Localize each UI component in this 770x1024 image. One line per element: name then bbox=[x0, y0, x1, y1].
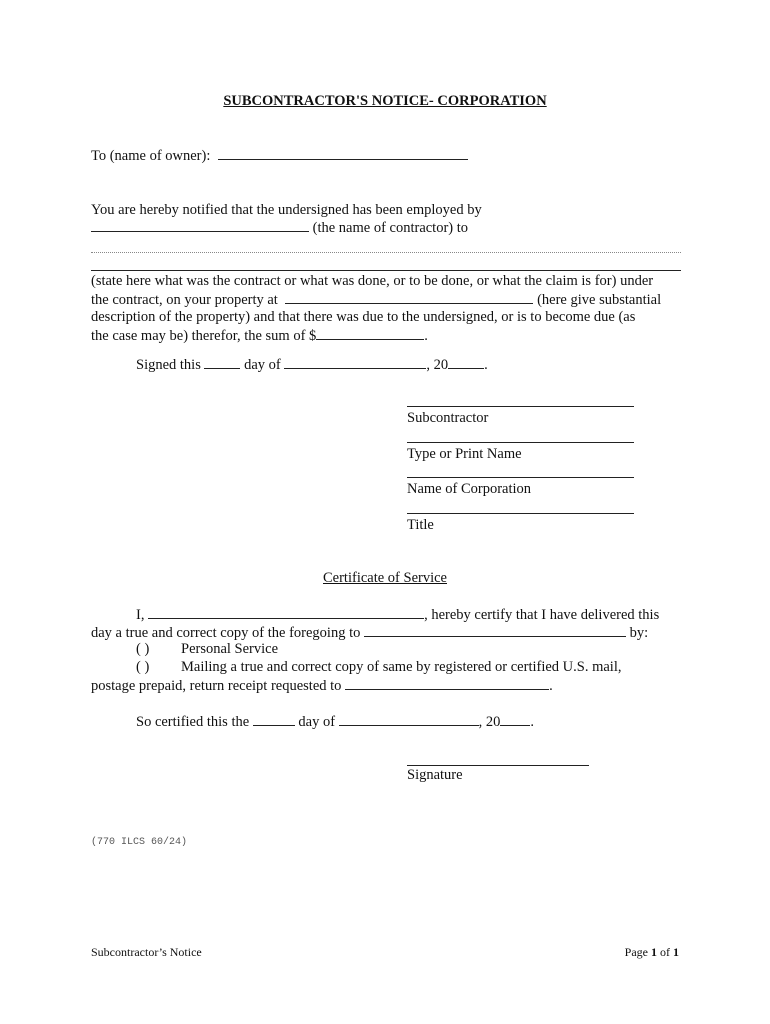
corporation-field[interactable] bbox=[407, 477, 634, 478]
sum-line bbox=[91, 327, 428, 345]
postage-recipient-field[interactable] bbox=[345, 677, 549, 690]
sum-suffix: . bbox=[424, 328, 428, 344]
page-number bbox=[625, 945, 679, 960]
option-personal-label: Personal Service bbox=[181, 641, 279, 657]
certified-prefix: So certified this the bbox=[136, 714, 250, 730]
page-of: of bbox=[660, 945, 670, 959]
signed-year-prefix: , 20 bbox=[426, 357, 449, 373]
postage-line bbox=[91, 677, 553, 695]
certificate-heading: Certificate of Service bbox=[323, 570, 447, 586]
title-field[interactable] bbox=[407, 513, 634, 514]
owner-line bbox=[91, 147, 468, 165]
signed-line bbox=[136, 356, 488, 374]
title-label: Title bbox=[407, 517, 434, 533]
contractor-suffix: (the name of contractor) to bbox=[312, 220, 469, 236]
certified-month-field[interactable] bbox=[339, 713, 479, 726]
sum-prefix: the case may be) therefor, the sum of $ bbox=[91, 328, 317, 344]
notice-state-line: (state here what was the contract or what was done, or to be done, or what the claim is for) under bbox=[91, 273, 654, 289]
contractor-line bbox=[91, 219, 468, 237]
page-prefix: Page bbox=[624, 945, 648, 959]
copy-prefix: day a true and correct copy of the foregoing to bbox=[91, 625, 361, 641]
certified-line bbox=[136, 713, 534, 731]
subcontractor-signature-field[interactable] bbox=[407, 406, 634, 407]
property-line bbox=[91, 291, 661, 309]
sum-field[interactable] bbox=[316, 327, 424, 340]
footer-left: Subcontractor’s Notice bbox=[91, 945, 202, 959]
statute-citation: (770 ILCS 60/24) bbox=[91, 837, 188, 848]
signed-year-field[interactable] bbox=[448, 356, 484, 369]
postage-prefix: postage prepaid, return receipt requested to bbox=[91, 678, 342, 694]
corporation-label: Name of Corporation bbox=[407, 481, 532, 497]
owner-label: To (name of owner): bbox=[91, 148, 211, 164]
property-field[interactable] bbox=[285, 291, 533, 304]
signed-month-field[interactable] bbox=[284, 356, 426, 369]
signed-day-of: day of bbox=[244, 357, 281, 373]
signed-end: . bbox=[484, 357, 488, 373]
certifier-signature-field[interactable] bbox=[407, 765, 589, 766]
property-prefix: the contract, on your property at bbox=[91, 292, 278, 308]
signature-label: Signature bbox=[407, 767, 463, 783]
page-current: 1 bbox=[651, 945, 657, 959]
notice-line-1: You are hereby notified that the undersigned has been employed by bbox=[91, 202, 482, 218]
property-suffix: (here give substantial bbox=[537, 292, 662, 308]
certified-year-prefix: , 20 bbox=[478, 714, 501, 730]
page-total: 1 bbox=[673, 945, 679, 959]
certified-day-field[interactable] bbox=[253, 713, 295, 726]
certified-year-field[interactable] bbox=[500, 713, 530, 726]
work-description-field-1[interactable] bbox=[91, 252, 681, 253]
certify-suffix: , hereby certify that I have delivered this bbox=[424, 607, 660, 623]
certifier-name-field[interactable] bbox=[148, 606, 424, 619]
certified-end: . bbox=[530, 714, 535, 730]
postage-suffix: . bbox=[549, 678, 553, 694]
certify-line bbox=[136, 606, 659, 624]
option-mail-box[interactable]: ( ) bbox=[136, 659, 150, 675]
signed-day-field[interactable] bbox=[204, 356, 240, 369]
certified-day-of: day of bbox=[298, 714, 336, 730]
description-line: description of the property) and that there was due to the undersigned, or is to become due (as bbox=[91, 309, 636, 325]
option-personal-box[interactable]: ( ) bbox=[136, 641, 150, 657]
document-title: SUBCONTRACTOR'S NOTICE- CORPORATION bbox=[223, 93, 547, 109]
copy-suffix: by: bbox=[629, 625, 649, 641]
print-name-field[interactable] bbox=[407, 442, 634, 443]
recipient-field[interactable] bbox=[364, 624, 626, 637]
copy-line bbox=[91, 624, 648, 642]
subcontractor-label: Subcontractor bbox=[407, 410, 489, 426]
signed-prefix: Signed this bbox=[136, 357, 201, 373]
contractor-name-field[interactable] bbox=[91, 219, 309, 232]
certify-prefix: I, bbox=[136, 607, 145, 623]
option-mail-label: Mailing a true and correct copy of same by registered or certified U.S. mail, bbox=[181, 659, 622, 675]
print-name-label: Type or Print Name bbox=[407, 446, 522, 462]
work-description-field-2[interactable] bbox=[91, 270, 681, 271]
owner-name-field[interactable] bbox=[218, 147, 468, 160]
